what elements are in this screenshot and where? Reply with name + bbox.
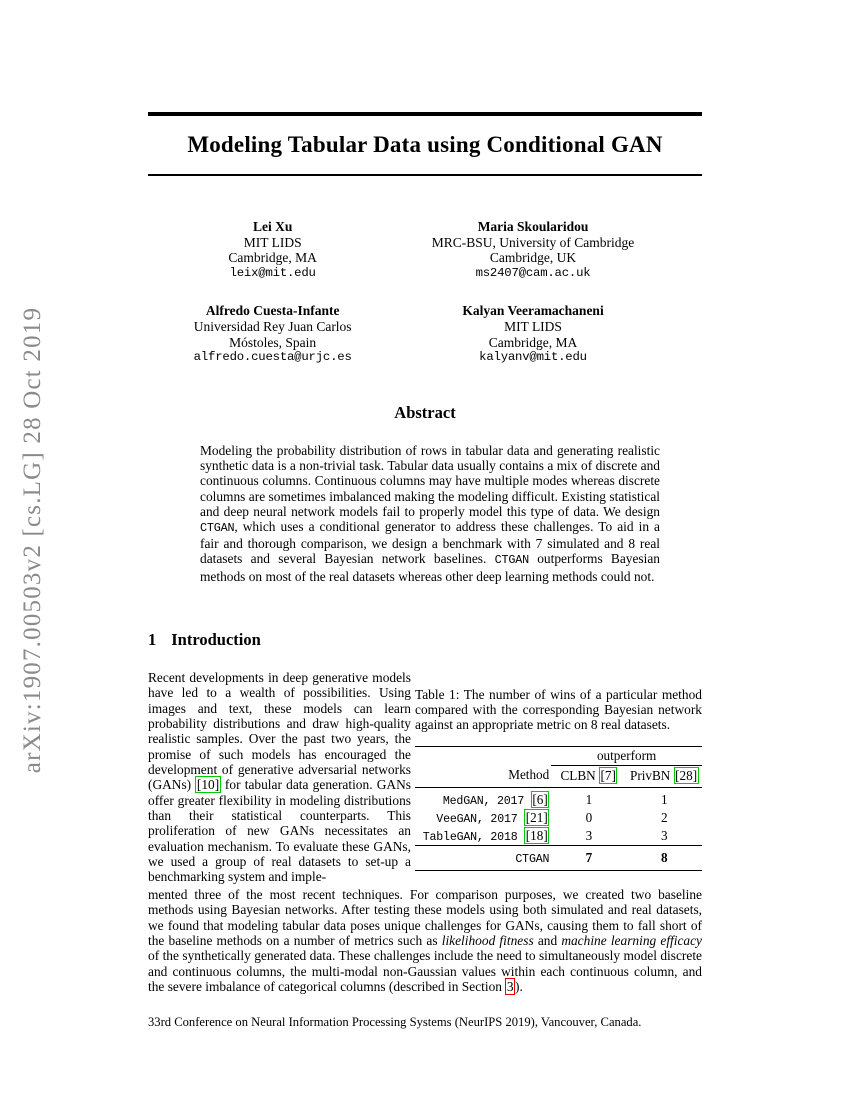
text-segment: CTGAN [494,553,529,568]
text-segment: CLBN [560,767,599,783]
author-affiliation-2: Móstoles, Spain [229,334,317,350]
text-segment: likelihood fitness [441,932,534,948]
intro-full-text [148,887,702,994]
citation-link[interactable]: [18] [525,827,548,843]
author-affiliation-1: MRC-BSU, University of Cambridge [431,234,635,250]
author-affiliation-1: Universidad Rey Juan Carlos [193,318,352,334]
text-segment: MedGAN, 2017 [442,794,531,808]
author-affiliation-2: Cambridge, MA [228,250,317,266]
table-cell-privbn: 8 [627,845,702,870]
citation-link[interactable]: [6] [532,791,548,807]
text-segment: mented three of the most recent techniques. For comparison purposes, we created two baseline methods using Bayesian networks. After testing these models using both simulated and real datasets, we found that modeling tabular data poses unique challenges for GANs, causing them to fall short of the baseline methods on a number of metrics such as [148,886,702,948]
table-col-header-method: Method [415,765,551,787]
author-affiliation-2: Cambridge, UK [489,250,577,266]
table-cell-clbn: 7 [551,845,626,870]
section-number: 1 [148,630,157,649]
author-block-kalyan-veeramachaneni [403,303,663,365]
author-email-link[interactable]: kalyanv@mit.edu [479,350,587,365]
text-segment: , which uses a conditional generator to address these challenges. To aid in a fair and thorough comparison, we design a benchmark with 7 simulated and 8 real datasets and several Bayesian network baselines. [200,519,660,567]
citation-link[interactable]: [10] [196,777,220,793]
text-segment: CTGAN [515,852,550,866]
text-segment: VeeGAN, 2017 [436,812,525,826]
table-row-veegan [415,809,702,827]
text-segment: Recent developments in deep generative models have led to a wealth of possibilities. Using images and text, these models can learn probability distributions and draw high-quality realistic samples. Over the past two years, the promise of such models has encouraged the development of generative adversarial networks (GANs) [148,670,411,793]
author-email-link[interactable]: alfredo.cuesta@urjc.es [193,350,352,365]
arxiv-watermark: arXiv:1907.00503v2 [cs.LG] 28 Oct 2019 [19,306,46,774]
text-segment: CTGAN [200,521,235,536]
author-email-link[interactable]: ms2407@cam.ac.uk [475,265,591,280]
table-row-tablegan [415,827,702,846]
footer-note: 33rd Conference on Neural Information Processing Systems (NeurIPS 2019), Vancouver, Canada. [148,1015,642,1029]
text-segment: for tabular data generation. GANs offer greater flexibility in modeling distributions than their statistical counterparts. This proliferation of new GANs necessitates an evaluation mechanism. To evaluate these GANs, we used a group of real datasets to set-up a benchmarking system and imple- [148,777,411,885]
section-title: Introduction [171,630,261,649]
table-cell-method [415,845,551,870]
table-cell-method [415,827,551,846]
table-cell-method [415,809,551,827]
citation-link[interactable]: [28] [675,767,698,783]
table-row-medgan [415,787,702,809]
table-float [415,670,702,885]
abstract-body [200,443,660,584]
author-name: Kalyan Veeramachaneni [462,303,604,319]
text-segment: of the synthetically generated data. These challenges include the need to simultaneously model discrete and continuous columns, the multi-modal non-Gaussian values within each continuous column, and the severe imbalance of categorical columns (described in Section [148,948,702,994]
table-row-ctgan [415,845,702,870]
header-rule-top [148,112,702,116]
author-name: Alfredo Cuesta-Infante [205,303,340,319]
table-header-row [415,765,702,787]
table-cell-privbn: 2 [661,809,668,825]
author-affiliation-1: MIT LIDS [504,318,562,334]
table-cell-privbn: 1 [661,791,668,807]
section-ref-link[interactable]: 3 [506,978,514,994]
text-segment: outperforms Bayesian methods on most of the real datasets whereas other deep learning methods could not. [200,551,661,584]
table-empty-cell [415,746,551,765]
text-segment: ). [515,978,523,994]
header-rule-bottom [148,174,702,176]
table-cell-privbn: 3 [661,827,668,843]
author-name: Lei Xu [252,219,293,234]
text-segment: Modeling the probability distribution of rows in tabular data and generating realistic synthetic data is a non-trivial task. Tabular data usually contains a mix of discrete and continuous columns. Continuous columns may have multiple modes whereas discrete columns are sometimes imbalanced making the modeling difficult. Existing statistical and deep neural network models fail to properly model this type of data. We design [200,443,660,519]
table-cell-clbn: 3 [585,827,593,843]
author-email-link[interactable]: leix@mit.edu [229,265,316,280]
table-cell-method [415,787,551,809]
two-column-area [148,670,702,885]
author-block-alfredo-cuesta-infante [148,303,397,365]
author-affiliation-1: MIT LIDS [243,234,302,250]
table-spanner-label: outperform [551,746,702,765]
authors-row-2 [148,303,702,365]
text-segment: PrivBN [630,767,674,783]
results-table [415,746,702,871]
author-name: Maria Skoularidou [477,219,589,234]
intro-column-text [148,670,411,885]
text-segment: TableGAN, 2018 [422,830,525,844]
authors-section [148,219,702,366]
paper-header [148,112,702,176]
citation-link[interactable]: [21] [525,809,548,825]
author-affiliation-2: Cambridge, MA [488,334,578,350]
table-caption: Table 1: The number of wins of a particular method compared with the corresponding Bayesian network against an appropriate metric on 8 real datasets. [415,687,702,733]
paper-title: Modeling Tabular Data using Conditional GAN [187,132,663,157]
authors-row-1 [148,219,702,281]
table-cell-clbn: 1 [585,791,593,807]
author-block-maria-skoularidou [403,219,663,281]
table-col-header-clbn [551,765,626,787]
text-segment: machine learning efficacy [561,932,703,948]
table-col-header-privbn [627,765,702,787]
introduction-section [148,670,702,994]
abstract-heading: Abstract [394,403,456,422]
citation-link[interactable]: [7] [600,767,616,783]
author-block-lei-xu [148,219,397,281]
text-segment: and [533,932,562,948]
table-spanner-row [415,746,702,765]
section-heading-introduction [148,630,702,650]
table-cell-clbn: 0 [585,809,593,825]
